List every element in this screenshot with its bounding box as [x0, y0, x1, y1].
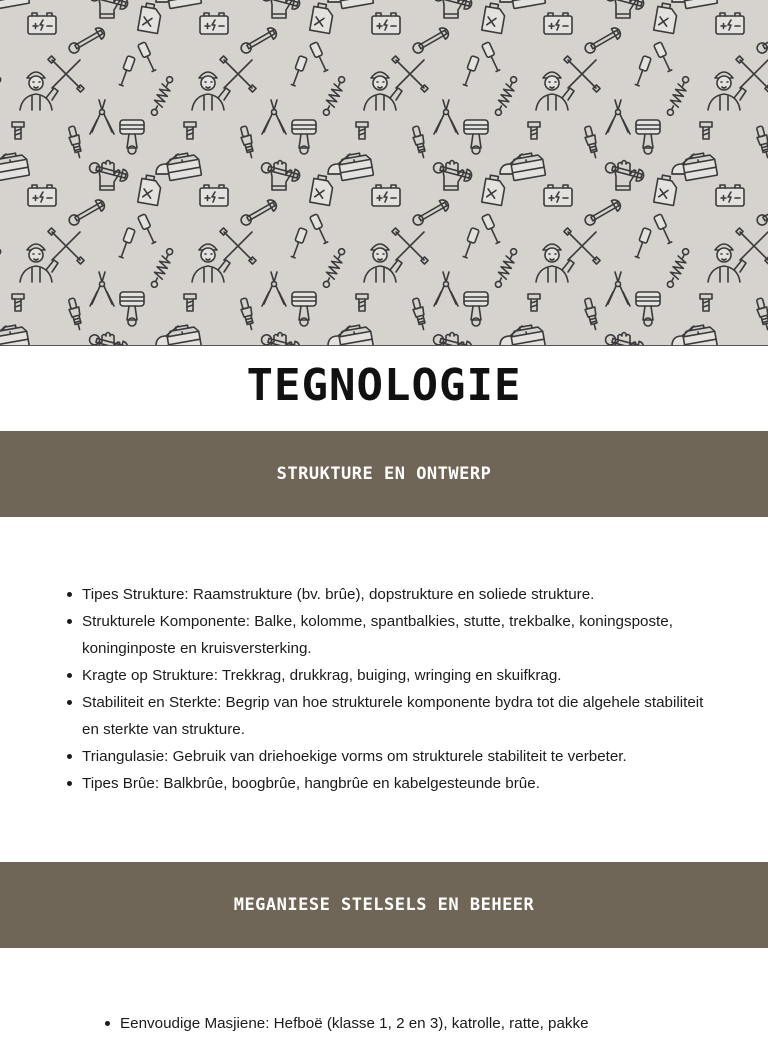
bolt-icon [700, 122, 712, 139]
gloves-icon [271, 333, 291, 346]
list-item: Stabiliteit en Sterkte: Begrip van hoe strukturele komponente bydra tot die algehele stabiliteit en sterkte van strukture. [66, 689, 706, 743]
cross-wrench-icon [392, 228, 428, 264]
cross-wrench-icon [392, 56, 428, 92]
mechanic-icon [364, 244, 402, 282]
screwdriver-icon [310, 42, 330, 73]
spark-plug-icon [583, 125, 601, 158]
mechanic-icon [708, 72, 746, 110]
cross-wrench-icon [48, 56, 84, 92]
jerrycan-icon [654, 174, 679, 205]
screwdriver-icon [482, 42, 502, 73]
toolbox-icon [682, 151, 718, 180]
piston-icon [120, 292, 144, 326]
battery-icon [28, 13, 56, 34]
shock-absorber-icon [0, 75, 3, 117]
spark-plug-icon [411, 125, 429, 158]
wrench-icon [755, 26, 768, 56]
bolt-icon [700, 294, 712, 311]
shock-absorber-icon [321, 247, 348, 289]
bolt-icon [184, 122, 196, 139]
jerrycan-icon [310, 174, 335, 205]
spark-plug-icon [239, 125, 257, 158]
toolbox-icon [510, 0, 546, 9]
wrench-icon [67, 198, 107, 228]
toolbox-icon [510, 323, 546, 345]
battery-icon [28, 185, 56, 206]
bolt-icon [356, 294, 368, 311]
wrench-icon [604, 0, 645, 10]
gloves-icon [615, 333, 635, 346]
piston-icon [292, 120, 316, 154]
pliers-icon [434, 100, 458, 134]
toolbox-icon [166, 323, 202, 345]
pliers-icon [262, 272, 286, 306]
screwdriver-icon [138, 214, 158, 245]
toolbox-icon [682, 0, 718, 9]
cross-wrench-icon [736, 228, 768, 264]
shock-absorber-icon [149, 247, 176, 289]
jerrycan-icon [654, 2, 679, 33]
list-item: Tipes Strukture: Raamstrukture (bv. brûe), dopstrukture en soliede strukture. [66, 581, 706, 608]
wrench-icon [411, 26, 451, 56]
mechanic-icon [708, 244, 746, 282]
piston-icon [120, 120, 144, 154]
wrench-icon [239, 198, 279, 228]
bolt-icon [528, 294, 540, 311]
list-item: Eenvoudige Masjiene: Hefboë (klasse 1, 2 en 3), katrolle, ratte, pakke [104, 1010, 744, 1037]
screwdriver-icon [461, 56, 479, 87]
toolbox-icon [0, 151, 29, 180]
toolbox-icon [338, 323, 374, 345]
screwdriver-icon [482, 214, 502, 245]
shock-absorber-icon [0, 247, 3, 289]
toolbox-icon [166, 151, 202, 180]
jerrycan-icon [482, 2, 507, 33]
wrench-icon [604, 333, 645, 345]
jerrycan-icon [310, 2, 335, 33]
list-item: Strukturele Komponente: Balke, kolomme, spantbalkies, stutte, trekbalke, koningsposte, koninginposte en kruisversterking. [66, 608, 706, 662]
spark-plug-icon [67, 297, 85, 330]
spark-plug-icon [755, 125, 768, 158]
strukture-bullet-list [66, 581, 706, 797]
jerrycan-icon [138, 174, 163, 205]
section-header-meganiese-stelsels [0, 862, 768, 948]
spark-plug-icon [755, 297, 768, 330]
spark-plug-icon [67, 125, 85, 158]
wrench-icon [88, 161, 129, 183]
wrench-icon [583, 26, 623, 56]
piston-icon [464, 120, 488, 154]
toolbox-icon [338, 151, 374, 180]
battery-icon [372, 13, 400, 34]
screwdriver-icon [654, 42, 674, 73]
pliers-icon [606, 272, 630, 306]
wrench-icon [432, 333, 473, 345]
wrench-icon [432, 161, 473, 183]
piston-icon [636, 292, 660, 326]
shock-absorber-icon [665, 75, 692, 117]
cross-wrench-icon [220, 56, 256, 92]
mechanic-icon [192, 244, 230, 282]
bolt-icon [528, 122, 540, 139]
toolbox-icon [338, 0, 374, 9]
wrench-icon [432, 0, 473, 10]
tools-pattern-banner [0, 0, 768, 346]
battery-icon [716, 13, 744, 34]
gloves-icon [99, 333, 119, 346]
wrench-icon [604, 161, 645, 183]
wrench-icon [583, 198, 623, 228]
screwdriver-icon [117, 228, 135, 259]
mechanic-icon [192, 72, 230, 110]
section-header-strukture [0, 431, 768, 517]
screwdriver-icon [310, 214, 330, 245]
shock-absorber-icon [493, 247, 520, 289]
list-item: Triangulasie: Gebruik van driehoekige vorms om strukturele stabiliteit te verbeter. [66, 743, 706, 770]
wrench-icon [260, 333, 301, 345]
screwdriver-icon [461, 228, 479, 259]
wrench-icon [755, 198, 768, 228]
battery-icon [544, 13, 572, 34]
wrench-icon [260, 0, 301, 10]
toolbox-icon [0, 323, 29, 345]
jerrycan-icon [482, 174, 507, 205]
cross-wrench-icon [220, 228, 256, 264]
screwdriver-icon [654, 214, 674, 245]
bolt-icon [184, 294, 196, 311]
shock-absorber-icon [321, 75, 348, 117]
spark-plug-icon [411, 297, 429, 330]
list-item: Tipes Brûe: Balkbrûe, boogbrûe, hangbrûe en kabelgesteunde brûe. [66, 770, 706, 797]
bolt-icon [356, 122, 368, 139]
cross-wrench-icon [564, 228, 600, 264]
piston-icon [292, 292, 316, 326]
screwdriver-icon [289, 56, 307, 87]
mechanic-icon [20, 72, 58, 110]
wrench-icon [88, 333, 129, 345]
cross-wrench-icon [564, 56, 600, 92]
battery-icon [544, 185, 572, 206]
wrench-icon [411, 198, 451, 228]
piston-icon [636, 120, 660, 154]
wrench-icon [260, 161, 301, 183]
screwdriver-icon [117, 56, 135, 87]
cross-wrench-icon [48, 228, 84, 264]
pliers-icon [90, 100, 114, 134]
toolbox-icon [166, 0, 202, 9]
mechanic-icon [536, 72, 574, 110]
battery-icon [716, 185, 744, 206]
wrench-icon [88, 0, 129, 10]
shock-absorber-icon [149, 75, 176, 117]
page-title: TEGNOLOGIE [246, 360, 522, 411]
mechanic-icon [364, 72, 402, 110]
screwdriver-icon [633, 228, 651, 259]
tools-pattern-illustration [0, 0, 768, 345]
bolt-icon [12, 294, 24, 311]
jerrycan-icon [138, 2, 163, 33]
screwdriver-icon [138, 42, 158, 73]
section-heading: MEGANIESE STELSELS EN BEHEER [233, 895, 535, 915]
cross-wrench-icon [736, 56, 768, 92]
section-heading: STRUKTURE EN ONTWERP [276, 464, 492, 484]
battery-icon [200, 185, 228, 206]
pliers-icon [90, 272, 114, 306]
gloves-icon [443, 333, 463, 346]
battery-icon [372, 185, 400, 206]
spark-plug-icon [583, 297, 601, 330]
shock-absorber-icon [665, 247, 692, 289]
wrench-icon [67, 26, 107, 56]
pliers-icon [434, 272, 458, 306]
spark-plug-icon [239, 297, 257, 330]
mechanic-icon [20, 244, 58, 282]
screwdriver-icon [633, 56, 651, 87]
pliers-icon [606, 100, 630, 134]
wrench-icon [239, 26, 279, 56]
battery-icon [200, 13, 228, 34]
mechanic-icon [536, 244, 574, 282]
shock-absorber-icon [493, 75, 520, 117]
toolbox-icon [682, 323, 718, 345]
toolbox-icon [0, 0, 29, 9]
pliers-icon [262, 100, 286, 134]
toolbox-icon [510, 151, 546, 180]
screwdriver-icon [289, 228, 307, 259]
list-item: Kragte op Strukture: Trekkrag, drukkrag, buiging, wringing en skuifkrag. [66, 662, 706, 689]
bolt-icon [12, 122, 24, 139]
piston-icon [464, 292, 488, 326]
